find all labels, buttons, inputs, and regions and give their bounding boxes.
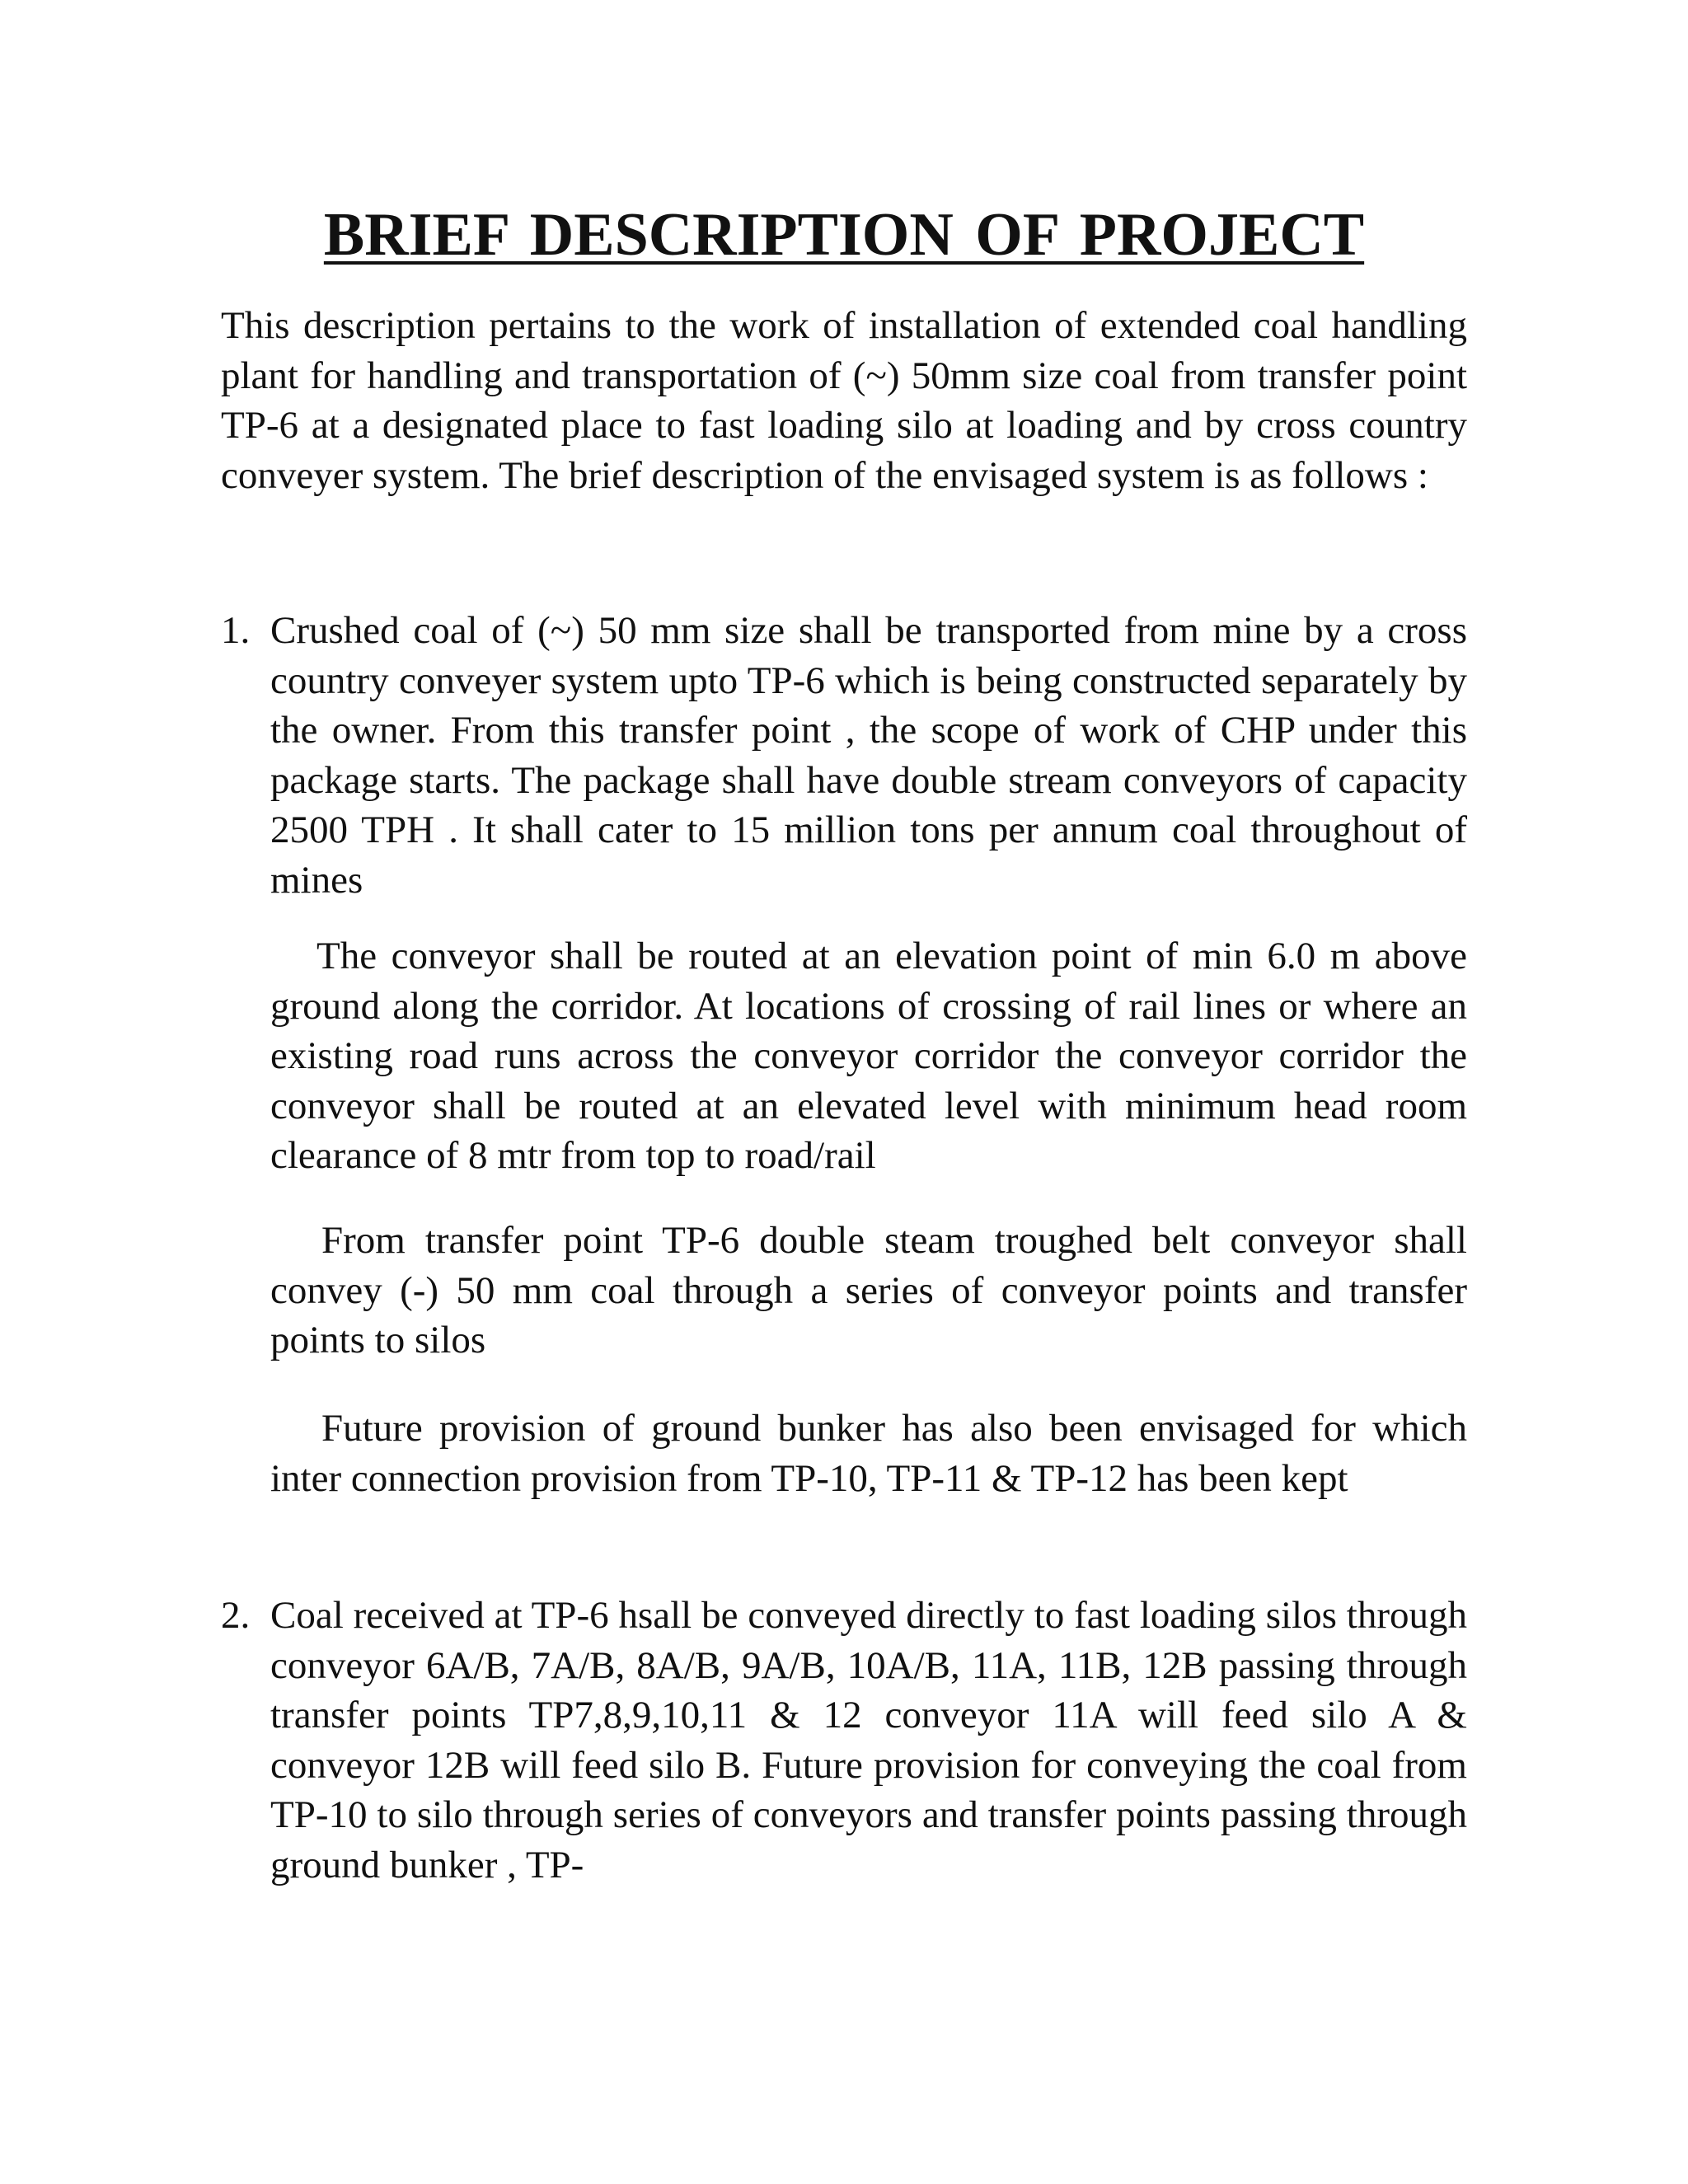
item-1-paragraph-4: Future provision of ground bunker has also been envisaged for which inter connection provision from TP-10, TP-11 & TP-12 has been kept (270, 1407, 1467, 1500)
item-1-paragraph-1: Crushed coal of (~) 50 mm size shall be transported from mine by a cross country conveyer system upto TP-6 which is being constructed separately by the owner. From this transfer point , the scope of work of CHP under this package starts. The package shall have double stream conveyors of capacity 2500 TPH . It shall cater to 15 million tons per annum coal throughout of mines (270, 609, 1467, 902)
item-1-paragraph-2: The conveyor shall be routed at an elevation point of min 6.0 m above ground along the corridor. At locations of crossing of rail lines or where an existing road runs across the conveyor corridor the conveyor corridor the conveyor shall be routed at an elevated level with minimum head room clearance of 8 mtr from top to road/rail (270, 935, 1467, 1177)
intro-paragraph: This description pertains to the work of installation of extended coal handling plant for handling and transportation of (~) 50mm size coal from transfer point TP-6 at a designated place to fast loading silo at loading and by cross country conveyer system. The brief description of the envisaged system is as follows : (221, 304, 1467, 497)
list-item-number: 1. (221, 609, 251, 652)
list-item-number: 2. (221, 1594, 251, 1637)
page-title: BRIEF DESCRIPTION OF PROJECT (323, 201, 1365, 269)
item-2-paragraph-1: Coal received at TP-6 hsall be conveyed directly to fast loading silos through conveyor 6A/B, 7A/B, 8A/B, 9A/B, 10A/B, 11A, 11B, 12B passing through transfer points TP7,8,9,10,11 & 12 conveyor 11A will feed silo A & conveyor 12B will feed silo B. Future provision for conveying the coal from TP-10 to silo through series of conveyors and transfer points passing through ground bunker , TP- (270, 1594, 1467, 1886)
item-1-paragraph-3: From transfer point TP-6 double steam troughed belt conveyor shall convey (-) 50 mm coal through a series of conveyor points and transfer points to silos (270, 1219, 1467, 1361)
